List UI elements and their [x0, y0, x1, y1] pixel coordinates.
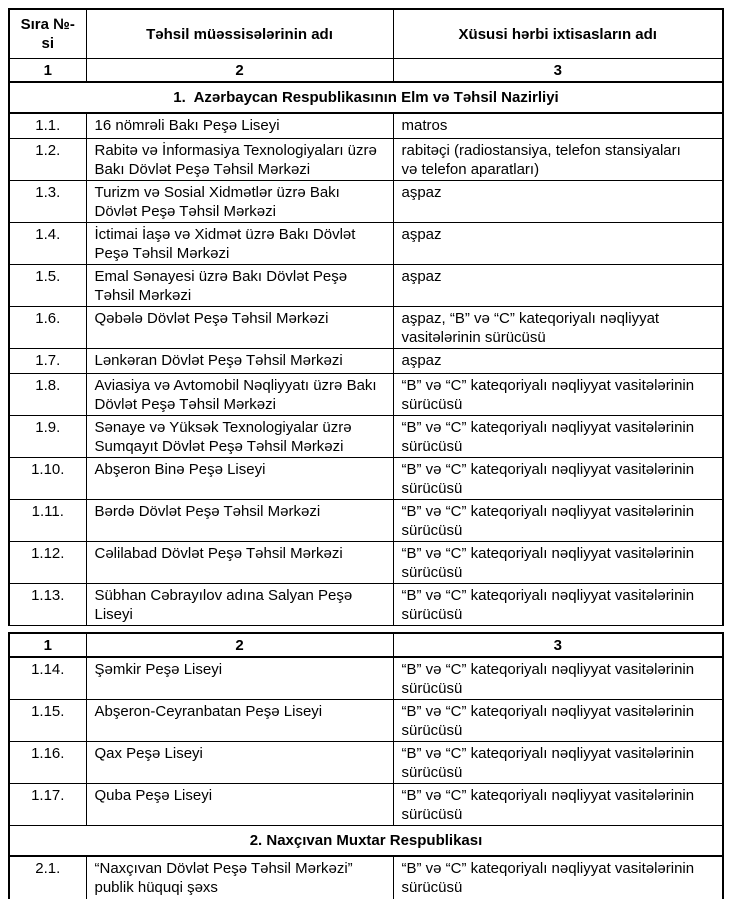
table-row [9, 584, 723, 626]
table-row [9, 657, 723, 700]
column-index-2: 2 [86, 59, 393, 83]
specialty-cell: “B” və “C” kateqoriyalı nəqliyyat vasitələrinin sürücüsü [393, 416, 723, 458]
institution-cell: Aviasiya və Avtomobil Nəqliyyatı üzrə Bakı Dövlət Peşə Təhsil Mərkəzi [86, 374, 393, 416]
row-number-cell: 1.16. [9, 742, 86, 784]
row-number-cell: 1.13. [9, 584, 86, 626]
specialty-cell: “B” və “C” kateqoriyalı nəqliyyat vasitələrinin sürücüsü [393, 784, 723, 826]
institution-cell: Şəmkir Peşə Liseyi [86, 657, 393, 700]
specialty-cell: “B” və “C” kateqoriyalı nəqliyyat vasitələrinin sürücüsü [393, 374, 723, 416]
specialty-cell: “B” və “C” kateqoriyalı nəqliyyat vasitələrinin sürücüsü [393, 500, 723, 542]
table-header-row [9, 9, 723, 59]
row-number-cell: 1.12. [9, 542, 86, 584]
row-number-cell: 1.17. [9, 784, 86, 826]
specialty-cell: rabitəçi (radiostansiya, telefon stansiyaları və telefon aparatları) [393, 139, 723, 181]
specialties-table-segment-2 [8, 632, 724, 899]
institution-cell: Qax Peşə Liseyi [86, 742, 393, 784]
table-row [9, 181, 723, 223]
row-number-cell: 1.2. [9, 139, 86, 181]
section-header-row [9, 82, 723, 113]
specialty-cell: “B” və “C” kateqoriyalı nəqliyyat vasitələrinin sürücüsü [393, 458, 723, 500]
column-header-institution: Təhsil müəssisələrinin adı [86, 9, 393, 59]
table-row [9, 542, 723, 584]
table-row [9, 700, 723, 742]
institution-cell: Abşeron Binə Peşə Liseyi [86, 458, 393, 500]
table-row [9, 113, 723, 139]
row-number-cell: 1.11. [9, 500, 86, 542]
row-number-cell: 1.7. [9, 349, 86, 374]
institution-cell: Sübhan Cəbrayılov adına Salyan Peşə Liseyi [86, 584, 393, 626]
row-number-cell: 1.9. [9, 416, 86, 458]
row-number-cell: 1.4. [9, 223, 86, 265]
table-row [9, 856, 723, 899]
row-number-cell: 1.5. [9, 265, 86, 307]
column-index-1: 1 [9, 633, 86, 657]
table-row [9, 742, 723, 784]
specialty-cell: aşpaz, “B” və “C” kateqoriyalı nəqliyyat vasitələrinin sürücüsü [393, 307, 723, 349]
section-header-label: 2. Naxçıvan Muxtar Respublikası [9, 826, 723, 857]
section-header-label: 1. Azərbaycan Respublikasının Elm və Təhsil Nazirliyi [9, 82, 723, 113]
row-number-cell: 1.6. [9, 307, 86, 349]
row-number-cell: 1.10. [9, 458, 86, 500]
row-number-cell: 1.15. [9, 700, 86, 742]
specialty-cell: “B” və “C” kateqoriyalı nəqliyyat vasitələrinin sürücüsü [393, 542, 723, 584]
institution-cell: Lənkəran Dövlət Peşə Təhsil Mərkəzi [86, 349, 393, 374]
specialty-cell: “B” və “C” kateqoriyalı nəqliyyat vasitələrinin sürücüsü [393, 657, 723, 700]
specialty-cell: aşpaz [393, 181, 723, 223]
specialties-table-segment-1 [8, 8, 724, 626]
institution-cell: Cəlilabad Dövlət Peşə Təhsil Mərkəzi [86, 542, 393, 584]
institution-cell: Sənaye və Yüksək Texnologiyalar üzrə Sumqayıt Dövlət Peşə Təhsil Mərkəzi [86, 416, 393, 458]
institution-cell: 16 nömrəli Bakı Peşə Liseyi [86, 113, 393, 139]
column-index-3: 3 [393, 633, 723, 657]
table-row [9, 500, 723, 542]
institution-cell: İctimai İaşə və Xidmət üzrə Bakı Dövlət Peşə Təhsil Mərkəzi [86, 223, 393, 265]
institution-cell: Turizm və Sosial Xidmətlər üzrə Bakı Dövlət Peşə Təhsil Mərkəzi [86, 181, 393, 223]
institution-cell: Quba Peşə Liseyi [86, 784, 393, 826]
row-number-cell: 1.14. [9, 657, 86, 700]
column-header-specialty: Xüsusi hərbi ixtisasların adı [393, 9, 723, 59]
institution-cell: Rabitə və İnformasiya Texnologiyaları üzrə Bakı Dövlət Peşə Təhsil Mərkəzi [86, 139, 393, 181]
row-number-cell: 1.1. [9, 113, 86, 139]
table-row [9, 416, 723, 458]
specialty-cell: “B” və “C” kateqoriyalı nəqliyyat vasitələrinin sürücüsü [393, 742, 723, 784]
table-row [9, 139, 723, 181]
column-index-3: 3 [393, 59, 723, 83]
specialty-cell: aşpaz [393, 265, 723, 307]
column-index-row [9, 633, 723, 657]
row-number-cell: 1.8. [9, 374, 86, 416]
table-row [9, 349, 723, 374]
table-row [9, 458, 723, 500]
specialty-cell: aşpaz [393, 349, 723, 374]
institution-cell: Emal Sənayesi üzrə Bakı Dövlət Peşə Təhsil Mərkəzi [86, 265, 393, 307]
table-row [9, 223, 723, 265]
row-number-cell: 1.3. [9, 181, 86, 223]
column-header-number: Sıra №-si [9, 9, 86, 59]
specialty-cell: “B” və “C” kateqoriyalı nəqliyyat vasitələrinin sürücüsü [393, 856, 723, 899]
row-number-cell: 2.1. [9, 856, 86, 899]
column-index-1: 1 [9, 59, 86, 83]
specialty-cell: matros [393, 113, 723, 139]
table-row [9, 265, 723, 307]
section-header-row [9, 826, 723, 857]
column-index-row [9, 59, 723, 83]
specialty-cell: “B” və “C” kateqoriyalı nəqliyyat vasitələrinin sürücüsü [393, 584, 723, 626]
institution-cell: Qəbələ Dövlət Peşə Təhsil Mərkəzi [86, 307, 393, 349]
institution-cell: Abşeron-Ceyranbatan Peşə Liseyi [86, 700, 393, 742]
column-index-2: 2 [86, 633, 393, 657]
institution-cell: “Naxçıvan Dövlət Peşə Təhsil Mərkəzi” publik hüquqi şəxs [86, 856, 393, 899]
table-row [9, 374, 723, 416]
table-row [9, 307, 723, 349]
specialty-cell: aşpaz [393, 223, 723, 265]
table-row [9, 784, 723, 826]
specialty-cell: “B” və “C” kateqoriyalı nəqliyyat vasitələrinin sürücüsü [393, 700, 723, 742]
institution-cell: Bərdə Dövlət Peşə Təhsil Mərkəzi [86, 500, 393, 542]
